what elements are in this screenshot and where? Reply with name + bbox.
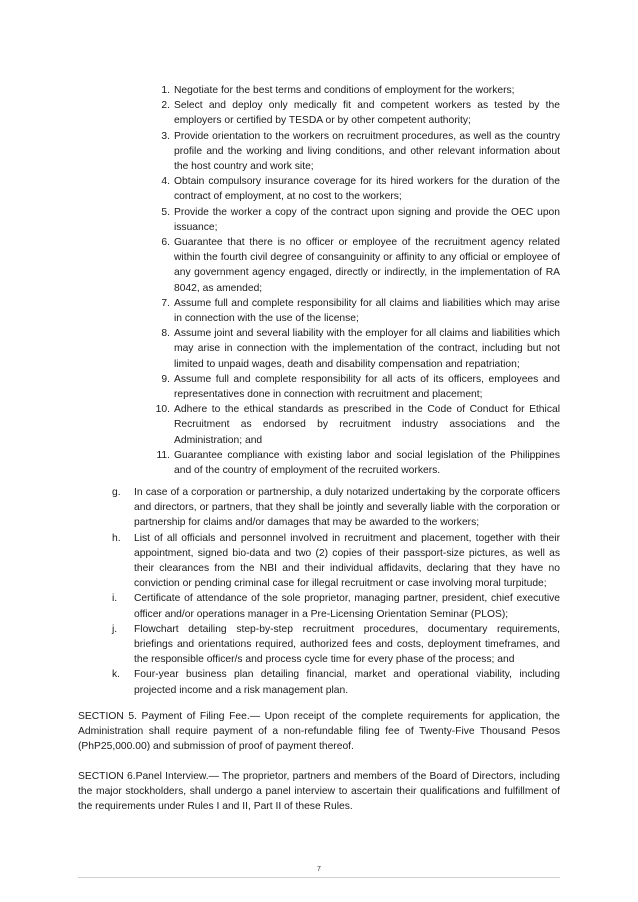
- item-text: Assume full and complete responsibility for all claims and liabilities which may arise in connection with the use of the license;: [174, 297, 560, 325]
- list-item: [150, 326, 560, 372]
- item-text: Flowchart detailing step-by-step recruitment procedures, documentary requirements, briefings and orientations required, authorized fees and costs, deployment timeframes, and the responsible officer/s and process cycle time for every phase of the process; and: [134, 623, 560, 666]
- item-number: 2.: [161, 100, 170, 112]
- section-5-paragraph: SECTION 5. Payment of Filing Fee.— Upon receipt of the complete requirements for application, the Administration shall require payment of a non-refundable filing fee of Twenty-Five Thousand Pesos (PhP25,000.00) and submission of proof of payment thereof.: [78, 711, 560, 753]
- item-number: 7.: [161, 297, 170, 309]
- list-item: [150, 402, 560, 448]
- item-letter: h.: [112, 532, 121, 544]
- item-letter: g.: [112, 487, 121, 498]
- item-text: Certificate of attendance of the sole proprietor, managing partner, president, chief executive officer and/or operations manager in a Pre-Licensing Orientation Seminar (PLOS);: [134, 593, 560, 620]
- footer-divider: [78, 877, 560, 878]
- item-text: Provide the worker a copy of the contract upon signing and provide the OEC upon issuance;: [174, 206, 560, 233]
- item-number: 6.: [161, 237, 170, 249]
- item-text: Adhere to the ethical standards as prescribed in the Code of Conduct for Ethical Recruitment as endorsed by recruitment industry associations and the Administration; and: [174, 404, 560, 446]
- item-text: Select and deploy only medically fit and competent workers as tested by the employers or certified by TESDA or by other competent authority;: [174, 100, 560, 127]
- list-item: [150, 296, 560, 326]
- item-number: 1.: [161, 85, 170, 96]
- section-6-paragraph: SECTION 6.Panel Interview.— The proprietor, partners and members of the Board of Directors, including the major stockholders, shall undergo a panel interview to ascertain their qualifications and fulfillment of the requirements under Rules I and II, Part II of these Rules.: [78, 771, 560, 813]
- item-text: Obtain compulsory insurance coverage for its hired workers for the duration of the contract of employment, at no cost to the workers;: [174, 176, 560, 203]
- list-item: [150, 372, 560, 402]
- item-text: Four-year business plan detailing financial, market and operational viability, including projected income and a risk management plan.: [134, 669, 560, 696]
- item-letter: k.: [112, 669, 121, 681]
- list-item: [150, 129, 560, 175]
- list-item: [150, 205, 560, 235]
- item-letter: i.: [112, 593, 118, 605]
- list-item: [112, 622, 560, 668]
- list-item: [150, 448, 560, 478]
- item-number: 3.: [161, 130, 170, 142]
- list-item: [112, 485, 560, 531]
- list-item: [112, 531, 560, 592]
- item-text: Assume joint and several liability with the employer for all claims and liabilities which may arise in connection with the implementation of the contract, including but not limited to unpaid wages, death and disability compensation and repatriation;: [174, 328, 560, 370]
- item-text: In case of a corporation or partnership, a duly notarized undertaking by the corporate officers and directors, or partners, that they shall be jointly and severally liable with the corporation or partnership for claims and/or damages that may be awarded to the workers;: [134, 487, 560, 529]
- item-number: 9.: [161, 373, 170, 385]
- numbered-obligations-list: [150, 83, 560, 478]
- lettered-requirements-list: [112, 485, 560, 698]
- item-number: 11.: [156, 449, 170, 461]
- item-number: 4.: [161, 176, 170, 188]
- item-letter: j.: [112, 623, 118, 635]
- list-item: [150, 98, 560, 128]
- item-text: Guarantee compliance with existing labor and social legislation of the Philippines and of the country of employment of the recruited workers.: [174, 449, 560, 477]
- item-text: Assume full and complete responsibility for all acts of its officers, employees and representatives done in connection with recruitment and placement;: [174, 373, 560, 401]
- list-item: [150, 235, 560, 296]
- list-item: [150, 174, 560, 204]
- list-item: [112, 591, 560, 621]
- item-text: Guarantee that there is no officer or employee of the recruitment agency related within the fourth civil degree of consanguinity or affinity to any official or employee of any government agency engaged, directly or indirectly, in the implementation of RA 8042, as amended;: [174, 237, 560, 294]
- item-text: List of all officials and personnel involved in recruitment and placement, together with their appointment, signed bio-data and two (2) copies of their passport-size pictures, as well as their clearances from the NBI and their individual affidavits, declaring that they have no conviction or pending criminal case for illegal recruitment or case involving moral turpitude;: [134, 532, 560, 590]
- item-number: 5.: [161, 206, 170, 218]
- list-item: [112, 667, 560, 697]
- list-item: [150, 83, 560, 98]
- item-text: Provide orientation to the workers on recruitment procedures, as well as the country profile and the working and living conditions, and other relevant information about the host country and work site;: [174, 130, 560, 173]
- item-number: 10.: [155, 404, 170, 416]
- item-number: 8.: [161, 328, 170, 340]
- page-number: 7: [317, 866, 321, 873]
- item-text: Negotiate for the best terms and conditions of employment for the workers;: [174, 85, 515, 96]
